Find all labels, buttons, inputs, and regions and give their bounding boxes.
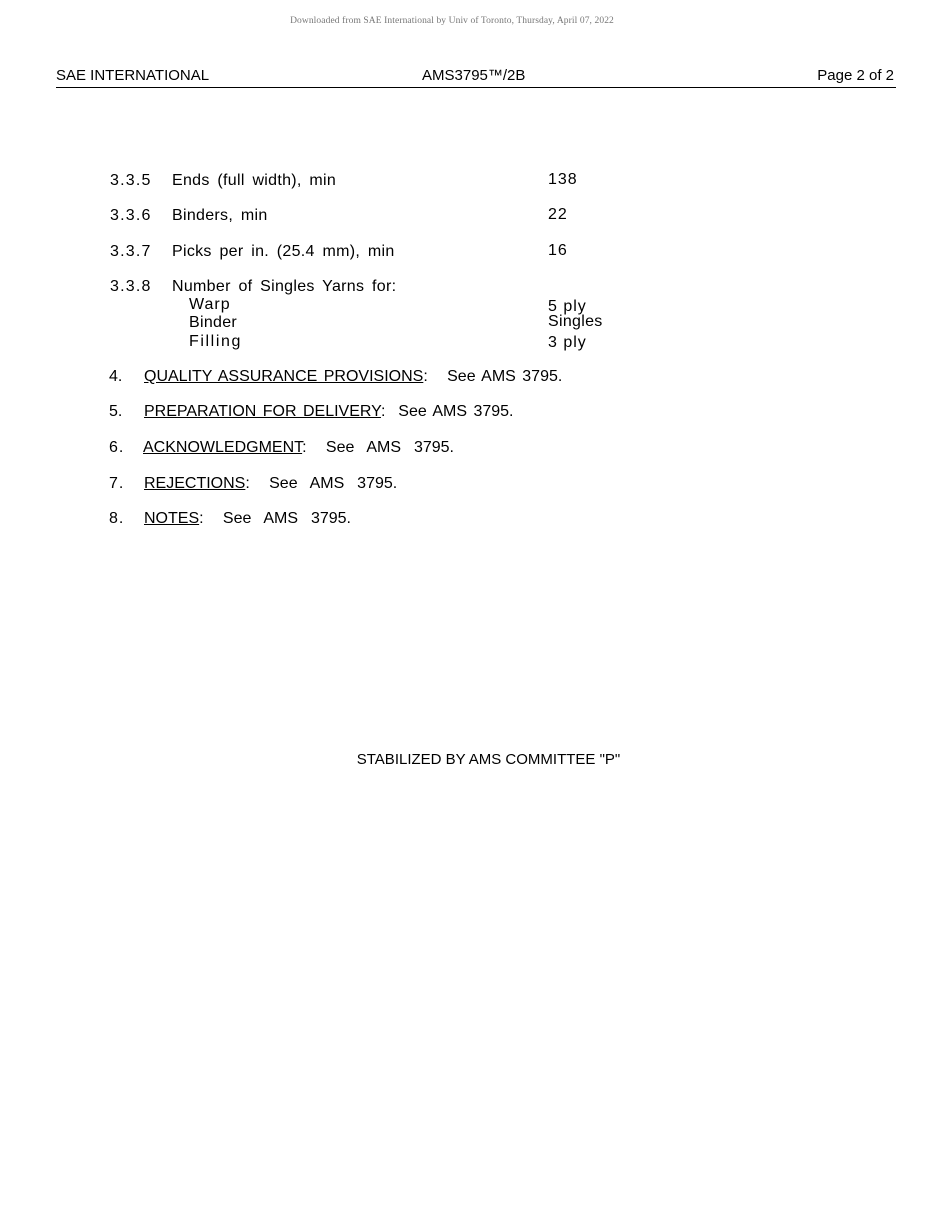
section-number: 7. [109, 475, 125, 492]
yarn-label: Warp [189, 296, 231, 313]
yarn-value: 3 ply [548, 334, 587, 351]
section-number: 5. [109, 403, 123, 420]
requirement-number: 3.3.8 [110, 278, 152, 295]
section-heading [143, 439, 454, 457]
yarn-value: 5 ply [548, 298, 587, 315]
section-text: : See AMS 3795. [302, 439, 454, 456]
header-document-id: AMS3795™/2B [422, 67, 526, 84]
yarn-label: Filling [189, 333, 242, 350]
page-header [56, 66, 896, 88]
requirement-label: Picks per in. (25.4 mm), min [172, 243, 395, 260]
header-page-number: Page 2 of 2 [817, 67, 894, 84]
download-note: Downloaded from SAE International by Univ of Toronto, Thursday, April 07, 2022 [290, 16, 614, 26]
section-title: QUALITY ASSURANCE PROVISIONS [144, 368, 424, 385]
section-number: 8. [109, 510, 125, 527]
section-number: 6. [109, 439, 125, 456]
section-text: : See AMS 3795. [423, 368, 563, 385]
section-heading [144, 510, 351, 528]
requirement-value: 138 [548, 171, 578, 188]
section-heading [144, 475, 397, 493]
section-title: REJECTIONS [144, 475, 246, 492]
requirement-number: 3.3.5 [110, 172, 152, 189]
requirement-value: 16 [548, 242, 568, 259]
section-text: : See AMS 3795. [199, 510, 351, 527]
requirement-value: 22 [548, 206, 568, 223]
requirement-label: Number of Singles Yarns for: [172, 278, 397, 295]
stabilized-note: STABILIZED BY AMS COMMITTEE "P" [356, 751, 621, 768]
section-title: PREPARATION FOR DELIVERY [144, 403, 381, 420]
section-text: : See AMS 3795. [245, 475, 398, 492]
yarn-label: Binder [189, 314, 238, 331]
yarn-value: Singles [548, 313, 603, 330]
section-text: : See AMS 3795. [380, 403, 514, 420]
section-number: 4. [109, 368, 123, 385]
requirement-label: Binders, min [172, 207, 268, 224]
requirement-label: Ends (full width), min [172, 172, 337, 189]
requirement-number: 3.3.7 [110, 243, 152, 260]
section-heading [144, 368, 562, 386]
section-heading [144, 403, 513, 421]
header-organization: SAE INTERNATIONAL [56, 67, 210, 84]
section-title: ACKNOWLEDGMENT [143, 439, 303, 456]
section-title: NOTES [144, 510, 200, 527]
requirement-number: 3.3.6 [110, 207, 152, 224]
